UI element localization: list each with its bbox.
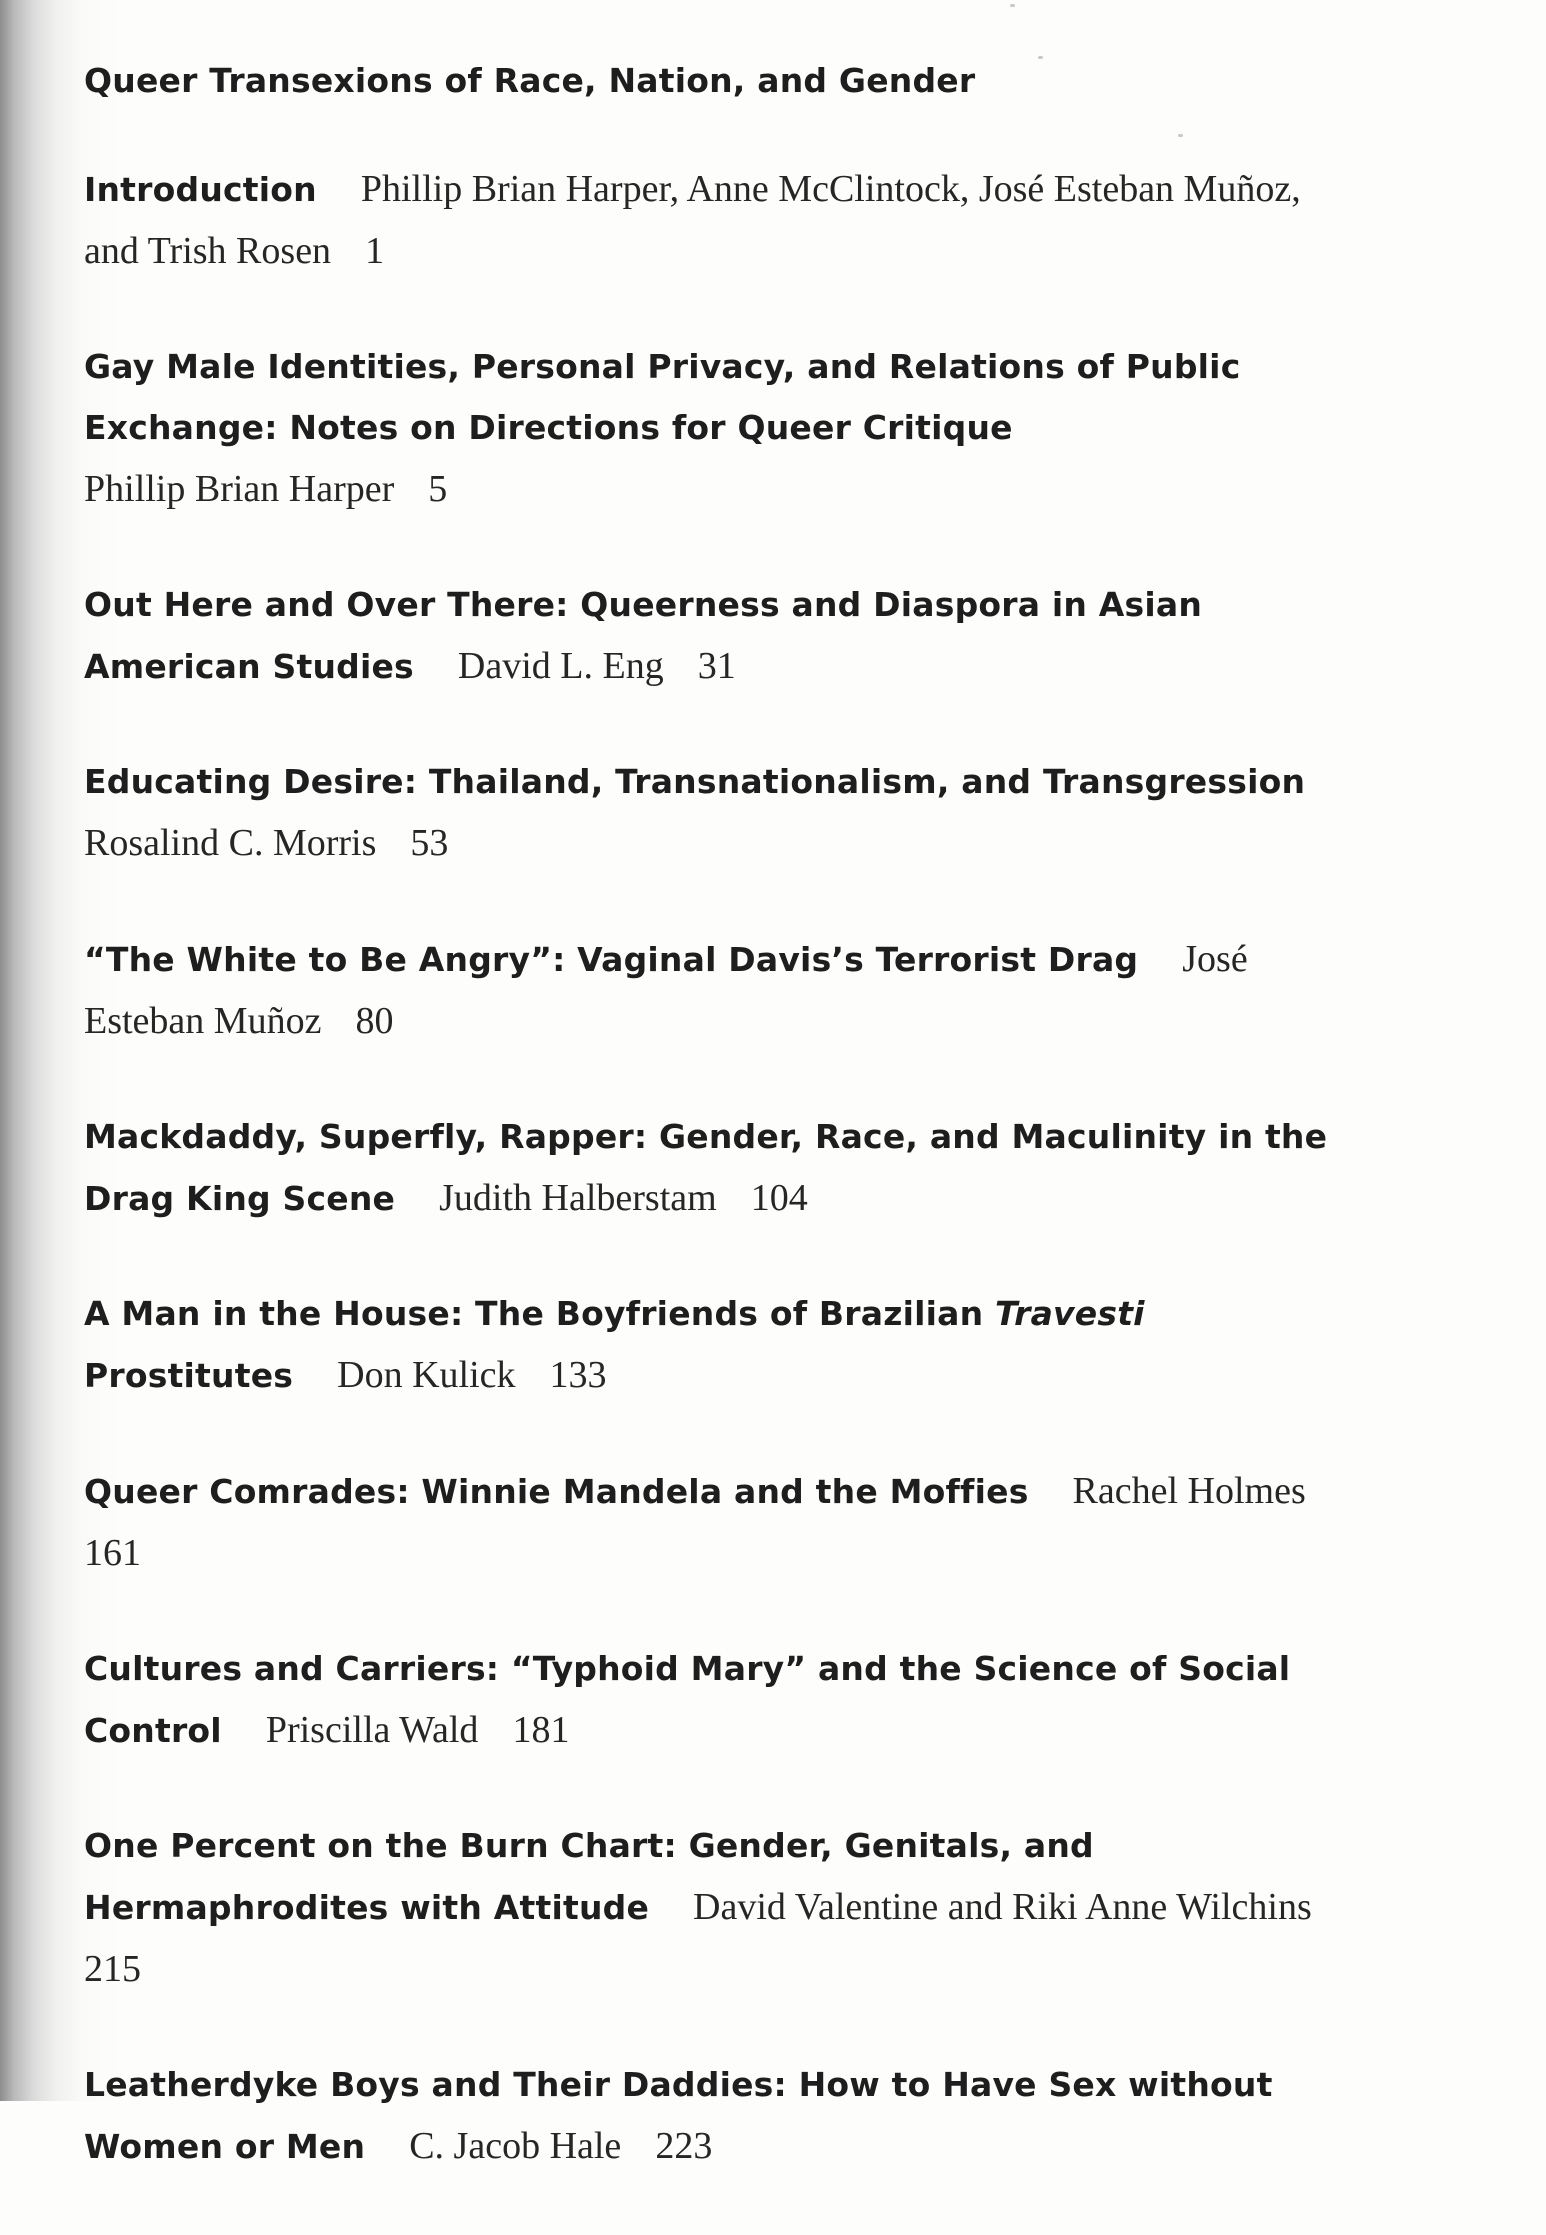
entry-title: “The White to Be Angry”: Vaginal Davis’s Terrorist Drag xyxy=(84,940,1139,979)
entry-author: Phillip Brian Harper, Anne McClintock, José Esteban Muñoz, and Trish Rosen xyxy=(84,168,1301,272)
toc-entry xyxy=(84,2058,1364,2181)
entry-page-number: 161 xyxy=(84,1532,141,1574)
toc-entry xyxy=(84,755,1364,878)
entry-author: Rachel Holmes xyxy=(1072,1470,1306,1512)
entry-page-number: 104 xyxy=(750,1177,808,1219)
entry-author: Phillip Brian Harper xyxy=(84,468,395,510)
entry-page-number: 53 xyxy=(410,822,449,864)
toc-entry xyxy=(84,1287,1364,1410)
scan-speck xyxy=(1010,4,1015,7)
toc-entry xyxy=(84,340,1364,524)
entry-title: Mackdaddy, Superfly, Rapper: Gender, Race, and Maculinity in the Drag King Scene xyxy=(84,1117,1328,1218)
entry-author: David Valentine and Riki Anne Wilchins xyxy=(693,1886,1312,1928)
table-of-contents xyxy=(84,54,1364,2235)
entry-author: José Esteban Muñoz xyxy=(84,938,1248,1042)
entry-author: Priscilla Wald xyxy=(265,1709,479,1751)
entry-page-number: 1 xyxy=(365,230,385,272)
entry-author: Don Kulick xyxy=(337,1354,516,1396)
entry-page-number: 133 xyxy=(549,1354,607,1396)
entry-author: David L. Eng xyxy=(457,645,664,687)
entry-title: Out Here and Over There: Queerness and Diaspora in Asian American Studies xyxy=(84,585,1203,686)
entry-title-part: A Man in the House: The Boyfriends of Brazilian xyxy=(84,1294,996,1333)
toc-entry xyxy=(84,578,1364,701)
entry-author: C. Jacob Hale xyxy=(409,2125,622,2167)
entry-title: Introduction xyxy=(84,170,317,209)
entry-title: One Percent on the Burn Chart: Gender, Genitals, and Hermaphrodites with Attitude xyxy=(84,1826,1094,1927)
entry-page-number: 80 xyxy=(355,1000,394,1042)
toc-entry xyxy=(84,1642,1364,1765)
entry-page-number: 181 xyxy=(512,1709,570,1751)
toc-entry xyxy=(84,1464,1364,1588)
entry-title: Gay Male Identities, Personal Privacy, and Relations of Public Exchange: Notes on Directions for Queer Critique xyxy=(84,347,1241,447)
toc-entry xyxy=(84,932,1364,1056)
entry-author: Judith Halberstam xyxy=(439,1177,717,1219)
entry-title-part: Prostitutes xyxy=(84,1356,294,1395)
entry-page-number: 31 xyxy=(697,645,736,687)
toc-entry xyxy=(84,162,1364,286)
entry-page-number: 5 xyxy=(428,468,448,510)
toc-entry xyxy=(84,1110,1364,1233)
entry-title: Leatherdyke Boys and Their Daddies: How to Have Sex without Women or Men xyxy=(84,2065,1273,2166)
entry-page-number: 215 xyxy=(84,1948,141,1990)
toc-entry xyxy=(84,1819,1364,2004)
entry-author: Rosalind C. Morris xyxy=(84,822,377,864)
entry-title xyxy=(84,1294,1145,1395)
entry-title-italic: Travesti xyxy=(995,1294,1145,1333)
entry-title: Cultures and Carriers: “Typhoid Mary” and the Science of Social Control xyxy=(84,1649,1291,1750)
entry-page-number: 223 xyxy=(655,2125,713,2167)
entry-title: Educating Desire: Thailand, Transnationalism, and Transgression xyxy=(84,762,1306,801)
section-heading: Queer Transexions of Race, Nation, and Gender xyxy=(84,61,976,100)
entry-title: Queer Comrades: Winnie Mandela and the Moffies xyxy=(84,1472,1029,1511)
